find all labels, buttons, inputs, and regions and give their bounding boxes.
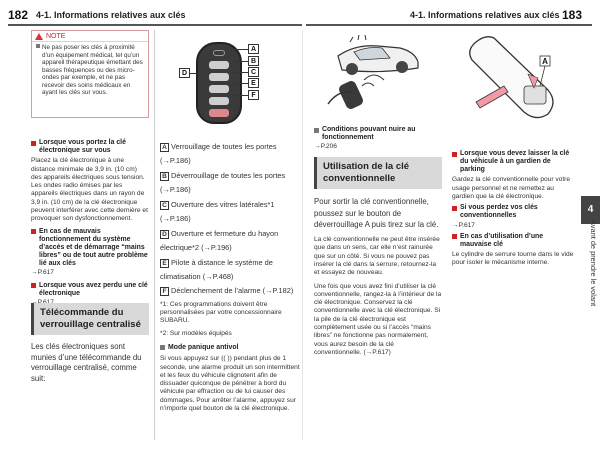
section-heading-panic: Mode panique antivol [160, 344, 300, 353]
function-item-d [160, 227, 300, 256]
left-header-title: 4-1. Informations relatives aux clés [36, 10, 186, 20]
chapter-tab[interactable]: 4 [581, 196, 600, 224]
fob-label-c: C [248, 67, 259, 77]
note-body [32, 42, 148, 97]
function-item-f [160, 284, 300, 298]
callout-line [234, 61, 248, 62]
right-header-rule [306, 24, 592, 26]
car-remote-illustration [320, 34, 426, 116]
note-text: Ne pas poser les clés à proximité d’un équipement médical, tel qu’un appareil thérapeutique émettant des basses fréquences ou des micro-ondes par exemple, et ne pas recevoir des soins médicaux en ayant les clés sur vous. [42, 44, 143, 97]
fob-label-b: B [248, 56, 259, 66]
function-text-a: Verrouillage de toutes les portes (→P.186) [160, 142, 277, 166]
letter-a: A [160, 143, 169, 152]
letter-c: C [160, 201, 169, 210]
callout-line [234, 72, 248, 73]
column-3-body [314, 196, 442, 357]
callout-line [234, 83, 248, 84]
fob-label-e: E [248, 78, 259, 88]
section-heading-lost-key: Lorsque vous avez perdu une clé électronique [31, 282, 149, 298]
fob-button-lock [209, 61, 229, 69]
chapter-side-label [574, 220, 600, 307]
section-title-conventional-key: Utilisation de la clé conventionnelle [314, 157, 442, 189]
conventional-para-1: La clé conventionnelle ne peut être insérée que dans un sens, car elle n’est rainurée que sur un côté. Si vous ne pouvez pas insérer la clé dans la serrure, retournez-la et essayez de nouveau. [314, 236, 440, 277]
wrong-key-body: Le cylindre de serrure tourne dans le vide pour isoler le mécanisme interne. [452, 251, 574, 267]
letter-b: B [160, 172, 169, 181]
section-heading-lost-conventional: Si vous perdez vos clés conventionnelles [452, 204, 574, 220]
function-text-d: Ouverture et fermeture du hayon électrique*2 (→P.196) [160, 228, 279, 253]
column-3 [314, 126, 442, 152]
key-ring-icon [213, 50, 225, 56]
column-1 [31, 139, 149, 307]
key-extraction-illustration [464, 30, 578, 130]
callout-line [234, 49, 248, 50]
ref-lost-conventional: →P.617 [452, 221, 475, 229]
left-header-rule [8, 24, 302, 26]
fob-label-d: D [179, 68, 190, 78]
conventional-para-2: Une fois que vous avez fini d’utiliser la clé conventionnelle, rangez-la à l’intérieur de la clé électronique. Conservez la clé conventionnelle avec la clé électronique. Si la pile de la clé électronique est complètement usée ou si l’accès “mains libres” ne fonctionne pas normalement, vous aurez besoin de la clé conventionnelle. (→P.617) [314, 282, 442, 356]
conventional-intro: Pour sortir la clé conventionnelle, poussez sur le bouton de déverrouillage A puis tirez sur la clé. [314, 197, 439, 230]
fob-label-a: A [248, 44, 259, 54]
letter-d: D [160, 230, 169, 239]
section-heading-conditions: Conditions pouvant nuire au fonctionnement [314, 126, 442, 142]
function-text-e: Pilote à distance le système de climatisation (→P.468) [160, 257, 273, 281]
ref-conditions: →P.206 [314, 143, 337, 151]
column-divider [154, 30, 155, 440]
callout-line [234, 95, 248, 96]
function-text-f: Déclenchement de l’alarme (→P.182) [171, 286, 294, 296]
right-header-title: 4-1. Informations relatives aux clés [410, 10, 560, 20]
chapter-side-text: Avant de prendre le volant [589, 220, 598, 307]
fob-label-f: F [248, 90, 259, 100]
column-2 [160, 140, 300, 413]
function-item-e [160, 256, 300, 285]
function-item-a [160, 140, 300, 169]
warning-icon [35, 33, 43, 40]
gutter [302, 30, 303, 440]
function-item-c [160, 198, 300, 227]
note-title: NOTE [46, 32, 66, 40]
fob-button-panic [209, 109, 229, 117]
footnote-1: *1: Ces programmations doivent être personnalisées par votre concessionnaire SUBARU. [160, 300, 282, 325]
insert-label-a: A [542, 57, 548, 66]
panic-body: Si vous appuyez sur (( )) pendant plus de 1 seconde, une alarme produit un son intermittent et les feux du véhicule clignotent afin de dissuader quiconque de pénétrer à bord du véhicule par effraction ou de lui causer des dommages. Pour arrêter l’alarme, appuyez sur n’importe quel bouton de la clé électronique. [160, 355, 300, 412]
function-text-b: Déverrouillage de toutes les portes (→P.186) [160, 170, 286, 195]
callout-line [189, 73, 200, 74]
footnote-2: *2: Sur modèles équipés [160, 329, 232, 337]
section-heading-wrong-key: En cas d’utilisation d’une mauvaise clé [452, 233, 574, 249]
section-heading-malfunction: En cas de mauvais fonctionnement du système d’accès et de démarrage “mains libres” ou de tout autre problème lié aux clés [31, 228, 149, 269]
left-page-number: 182 [8, 8, 29, 22]
function-item-b [160, 169, 300, 198]
section-heading-valet: Lorsque vous devez laisser la clé du véhicule à un gardien de parking [452, 150, 574, 174]
section-body-carry: Placez la clé électronique à une distance minimale de 3,9 in. (10 cm) des appareils électriques sous tension. Les ondes radio émises par les appareils électriques dans un rayon de 3,9 in. (10 cm) de la clé électronique peuvent interférer avec cette dernière et provoquer son dysfonctionnement. [31, 157, 148, 223]
fob-button-climate [209, 97, 229, 105]
note-box [31, 30, 149, 118]
letter-e: E [160, 259, 169, 268]
section-heading-carry: Lorsque vous portez la clé électronique sur vous [31, 139, 149, 155]
letter-f: F [160, 287, 169, 296]
ref-malfunction: →P.617 [31, 269, 54, 277]
section-title-remote: Télécommande du verrouillage centralisé [31, 303, 149, 335]
fob-button-hatch [209, 85, 229, 93]
remote-intro: Les clés électroniques sont munies d’une télécommande du verrouillage centralisé, comme suit: [31, 342, 142, 383]
valet-body: Gardez la clé conventionnelle pour votre usage personnel et ne remettez au gardien que la clé électronique. [452, 176, 571, 201]
note-header [32, 31, 148, 42]
right-page-number: 183 [562, 8, 583, 22]
bullet-icon [36, 44, 40, 48]
function-text-c: Ouverture des vitres latérales*1 (→P.186) [160, 199, 275, 224]
fob-button-unlock [209, 73, 229, 81]
column-4 [452, 150, 574, 268]
